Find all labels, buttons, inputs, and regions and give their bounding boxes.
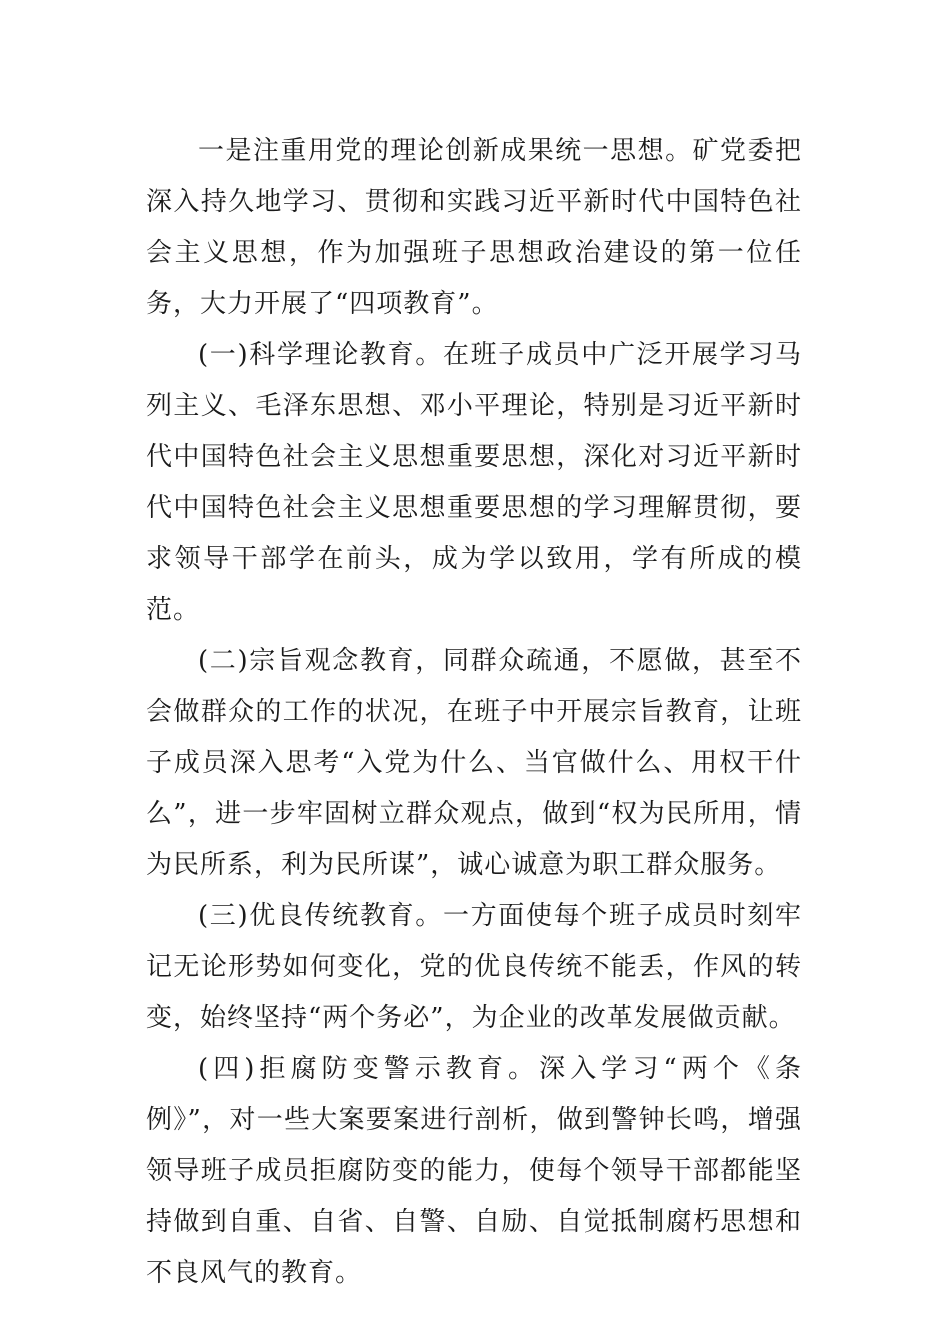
paragraph-tradition-education: (三)优良传统教育。一方面使每个班子成员时刻牢记无论形势如何变化，党的优良传统不能丢，作风的转变，始终坚持“两个务必”，为企业的改革发展做贡献。 bbox=[146, 901, 802, 1033]
paragraph-theory-education: (一)科学理论教育。在班子成员中广泛开展学习马列主义、毛泽东思想、邓小平理论，特别是习近平新时代中国特色社会主义思想重要思想，深化对习近平新时代中国特色社会主义思想重要思想的学习理解贯彻，要求领导干部学在前头，成为学以致用，学有所成的模范。 bbox=[146, 340, 802, 625]
paragraph-anticorruption-education: (四)拒腐防变警示教育。深入学习“两个《条例》”，对一些大案要案进行剖析，做到警钟长鸣，增强领导班子成员拒腐防变的能力，使每个领导干部都能坚持做到自重、自省、自警、自励、自觉抵制腐朽思想和不良风气的教育。 bbox=[146, 1054, 802, 1288]
document-body bbox=[146, 126, 802, 1299]
paragraph-purpose-education: (二)宗旨观念教育，同群众疏通，不愿做，甚至不会做群众的工作的状况，在班子中开展宗旨教育，让班子成员深入思考“入党为什么、当官做什么、用权干什么”，进一步牢固树立群众观点，做到“权为民所用，情为民所系，利为民所谋”，诚心诚意为职工群众服务。 bbox=[146, 646, 802, 880]
paragraph-intro: 一是注重用党的理论创新成果统一思想。矿党委把深入持久地学习、贯彻和实践习近平新时代中国特色社会主义思想，作为加强班子思想政治建设的第一位任务，大力开展了“四项教育”。 bbox=[146, 136, 802, 319]
